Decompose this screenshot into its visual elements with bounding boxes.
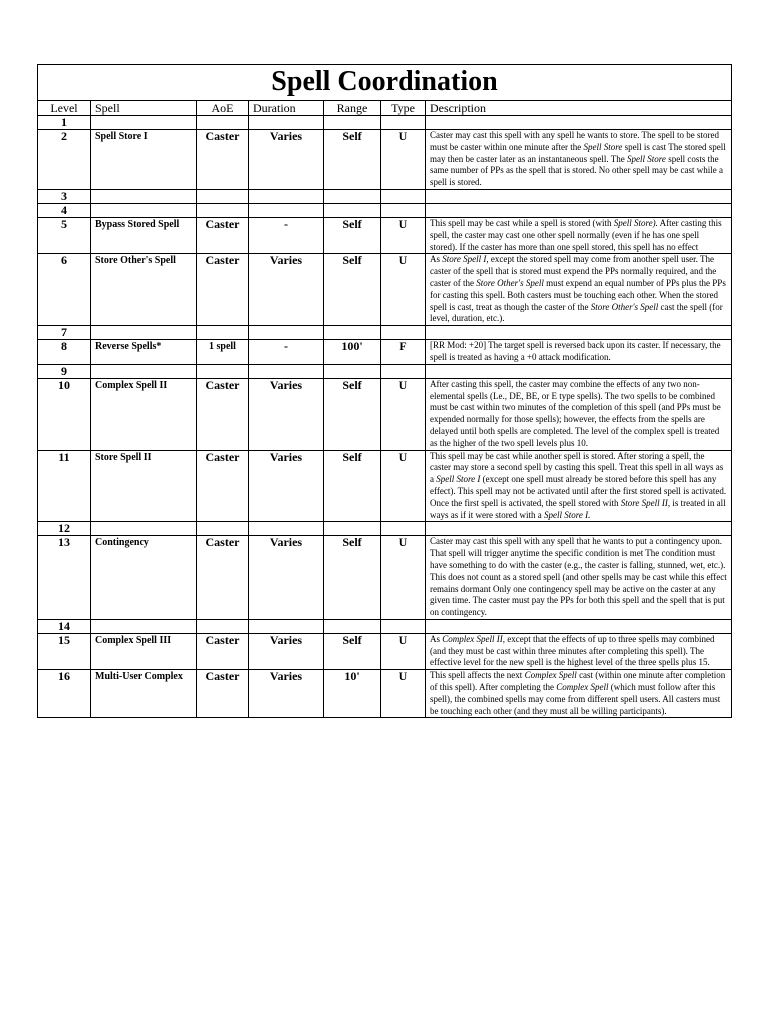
description-italic-text: Complex Spell II, [442, 633, 505, 644]
range-cell [324, 116, 381, 130]
spell-name-cell [91, 522, 197, 536]
table-row [38, 670, 732, 718]
level-cell: 16 [38, 670, 91, 718]
type-cell [381, 116, 426, 130]
type-cell [381, 189, 426, 203]
aoe-cell [197, 189, 249, 203]
level-cell: 5 [38, 217, 91, 253]
level-cell: 8 [38, 340, 91, 365]
header-duration: Duration [249, 101, 324, 116]
type-cell [381, 522, 426, 536]
description-italic-text: Spell Store [583, 141, 623, 152]
type-cell: U [381, 450, 426, 522]
header-level: Level [38, 101, 91, 116]
duration-cell [249, 326, 324, 340]
description-text: except the stored spell may come from another spell user. The caster of the spell that is stored must expend the PPs normally required, and the caster of the [430, 254, 717, 288]
range-cell: Self [324, 378, 381, 450]
description-italic-text: Spell Store). [613, 217, 658, 228]
description-text: As [430, 254, 443, 265]
spell-name-cell: Spell Store I [91, 130, 197, 190]
spell-name-cell [91, 364, 197, 378]
aoe-cell [197, 116, 249, 130]
description-cell [426, 670, 732, 718]
table-row [38, 633, 732, 669]
level-cell: 1 [38, 116, 91, 130]
header-row [38, 101, 732, 116]
description-cell [426, 378, 732, 450]
description-text: Caster may cast this spell with any spell he wants to store. The spell to be stored must be caster within one minute after the [430, 130, 720, 152]
range-cell: 100' [324, 340, 381, 365]
aoe-cell: Caster [197, 217, 249, 253]
description-cell [426, 364, 732, 378]
description-text: spell is cast The stored spell may then be caster later as an instantaneous spell. The [430, 141, 726, 164]
type-cell: U [381, 254, 426, 326]
spell-name-cell [91, 203, 197, 217]
type-cell: U [381, 217, 426, 253]
duration-cell: Varies [249, 670, 324, 718]
level-cell: 13 [38, 536, 91, 620]
table-row [38, 378, 732, 450]
level-cell: 14 [38, 619, 91, 633]
description-text: is treated in all ways as if it were stored with a [430, 497, 726, 520]
table-row [38, 364, 732, 378]
type-cell: F [381, 340, 426, 365]
description-italic-text: Store Spell I, [442, 254, 489, 265]
description-text: cast the spell (for level, duration, etc.). [430, 301, 723, 324]
range-cell [324, 522, 381, 536]
spell-name-cell [91, 189, 197, 203]
level-cell: 7 [38, 326, 91, 340]
duration-cell: - [249, 340, 324, 365]
level-cell: 10 [38, 378, 91, 450]
type-cell [381, 619, 426, 633]
spell-rows [38, 116, 732, 718]
duration-cell: Varies [249, 450, 324, 522]
description-cell [426, 130, 732, 190]
description-italic-text: Store Other's Spell [590, 301, 659, 312]
type-cell: U [381, 130, 426, 190]
spell-name-cell: Complex Spell II [91, 378, 197, 450]
description-italic-text: Spell Store I. [543, 509, 591, 520]
duration-cell: - [249, 217, 324, 253]
aoe-cell [197, 203, 249, 217]
range-cell [324, 364, 381, 378]
header-spell: Spell [91, 101, 197, 116]
description-cell [426, 633, 732, 669]
description-text: (except one spell must already be stored before this spell has any effect). This spell may not be activated until after the first stored spell is activated. Once the first spell is activated, the spell stored with [430, 474, 727, 508]
range-cell: Self [324, 450, 381, 522]
duration-cell [249, 189, 324, 203]
header-type: Type [381, 101, 426, 116]
description-cell [426, 619, 732, 633]
aoe-cell: Caster [197, 450, 249, 522]
range-cell [324, 203, 381, 217]
range-cell: Self [324, 633, 381, 669]
description-cell [426, 116, 732, 130]
header-range: Range [324, 101, 381, 116]
duration-cell [249, 364, 324, 378]
description-cell [426, 340, 732, 365]
spell-name-cell: Store Other's Spell [91, 254, 197, 326]
level-cell: 12 [38, 522, 91, 536]
spell-name-cell: Store Spell II [91, 450, 197, 522]
level-cell: 15 [38, 633, 91, 669]
header-description: Description [426, 101, 732, 116]
level-cell: 3 [38, 189, 91, 203]
range-cell: 10' [324, 670, 381, 718]
page-title: Spell Coordination [38, 65, 732, 101]
table-row [38, 189, 732, 203]
description-text: This spell affects the next [430, 670, 525, 681]
aoe-cell: Caster [197, 670, 249, 718]
description-text: cast (within one minute after completion of this spell). After completing the [430, 670, 726, 693]
spell-name-cell [91, 619, 197, 633]
description-text: As [430, 633, 443, 644]
type-cell: U [381, 536, 426, 620]
aoe-cell [197, 619, 249, 633]
type-cell [381, 203, 426, 217]
description-italic-text: Complex Spell [556, 682, 609, 693]
description-text: except that the effects of up to three spells may combined (and they must be cast within three minutes after completing this spell). The effective level for the new spell is the highest level of the three spells plus 15. [430, 633, 715, 668]
duration-cell [249, 522, 324, 536]
aoe-cell [197, 326, 249, 340]
aoe-cell [197, 364, 249, 378]
table-row [38, 254, 732, 326]
range-cell [324, 189, 381, 203]
table-row [38, 619, 732, 633]
range-cell [324, 619, 381, 633]
range-cell: Self [324, 217, 381, 253]
level-cell: 2 [38, 130, 91, 190]
spell-name-cell: Bypass Stored Spell [91, 217, 197, 253]
description-cell [426, 522, 732, 536]
description-cell [426, 203, 732, 217]
duration-cell [249, 203, 324, 217]
duration-cell [249, 116, 324, 130]
spell-name-cell [91, 116, 197, 130]
description-text: Caster may cast this spell with any spell that he wants to put a contingency upon. That spell will trigger anytime the specific condition is met The condition must have something to do with the caster (e.g., the caster is falling, stunned, wet, etc.). This does not count as a stored spell (and other spells may be cast while this effect remains dormant Only one contingency spell may be active on the caster at any given time. The caster must pay the PPs for both this spell and the spell that is put on contingency. [430, 536, 727, 618]
description-text: After casting this spell, the caster may cast one other spell normally (even if he has one spell stored). If the caster has more than one spell stored, this spell has no effect [430, 217, 722, 252]
description-italic-text: Store Other's Spell [476, 277, 544, 288]
description-text: must expend an equal number of PPs plus the PPs for casting this spell. Both casters must be touching each other. When the stored spell is cast, treat as though the caster of the [430, 277, 726, 312]
header-aoe: AoE [197, 101, 249, 116]
level-cell: 9 [38, 364, 91, 378]
range-cell: Self [324, 254, 381, 326]
table-row [38, 340, 732, 365]
description-cell [426, 326, 732, 340]
table-row [38, 522, 732, 536]
aoe-cell: Caster [197, 633, 249, 669]
duration-cell: Varies [249, 633, 324, 669]
description-text: After casting this spell, the caster may combine the effects of any two non-elemental spells (Le., DE, BE, or E type spells). The two spells to be combined must be cast within two minutes of the completion of this spell (and PPs must be expended normally for those spells); however, the effects from the spells are delayed until both spells are completed. The level of the complex spell is treated as the higher of the two spell levels plus 10. [430, 378, 721, 448]
description-text: [RR Mod: +20] The target spell is reversed back upon its caster. If necessary, the spell is treated as having a +0 attack modification. [430, 340, 721, 362]
type-cell [381, 364, 426, 378]
type-cell: U [381, 670, 426, 718]
range-cell [324, 326, 381, 340]
table-row [38, 203, 732, 217]
duration-cell: Varies [249, 378, 324, 450]
range-cell: Self [324, 536, 381, 620]
aoe-cell: Caster [197, 378, 249, 450]
description-cell [426, 254, 732, 326]
description-italic-text: Store Spell II, [620, 497, 671, 508]
table-row [38, 450, 732, 522]
type-cell: U [381, 633, 426, 669]
table-row [38, 326, 732, 340]
spell-name-cell: Contingency [91, 536, 197, 620]
description-text: (which must follow after this spell), the combined spells may come from different spell users. All casters must be touching each other (and they must all be willing participants). [430, 682, 721, 716]
spell-name-cell [91, 326, 197, 340]
level-cell: 11 [38, 450, 91, 522]
level-cell: 4 [38, 203, 91, 217]
table-row [38, 217, 732, 253]
description-cell [426, 189, 732, 203]
table-row [38, 116, 732, 130]
description-italic-text: Spell Store [627, 153, 666, 164]
description-text: This spell may be cast while a spell is stored (with [430, 217, 614, 228]
level-cell: 6 [38, 254, 91, 326]
description-italic-text: Spell Store I [436, 474, 481, 485]
description-text: spell costs the same number of PPs as the spell that is stored. No other spell may be cast while a spell is stored. [430, 153, 723, 188]
aoe-cell: Caster [197, 536, 249, 620]
spell-name-cell: Reverse Spells* [91, 340, 197, 365]
spell-coordination-sheet [37, 64, 731, 718]
duration-cell: Varies [249, 254, 324, 326]
spell-name-cell: Complex Spell III [91, 633, 197, 669]
aoe-cell: 1 spell [197, 340, 249, 365]
duration-cell: Varies [249, 130, 324, 190]
duration-cell: Varies [249, 536, 324, 620]
spell-table [37, 64, 732, 718]
type-cell: U [381, 378, 426, 450]
spell-name-cell: Multi-User Complex [91, 670, 197, 718]
aoe-cell: Caster [197, 254, 249, 326]
table-row [38, 130, 732, 190]
description-cell [426, 450, 732, 522]
duration-cell [249, 619, 324, 633]
range-cell: Self [324, 130, 381, 190]
title-row [38, 65, 732, 101]
description-italic-text: Complex Spell [524, 670, 577, 681]
description-cell [426, 217, 732, 253]
aoe-cell [197, 522, 249, 536]
aoe-cell: Caster [197, 130, 249, 190]
description-text: This spell may be cast while another spell is stored. After storing a spell, the caster may store a second spell by casting this spell. Treat this spell in all ways as a [430, 450, 724, 485]
description-cell [426, 536, 732, 620]
type-cell [381, 326, 426, 340]
table-row [38, 536, 732, 620]
